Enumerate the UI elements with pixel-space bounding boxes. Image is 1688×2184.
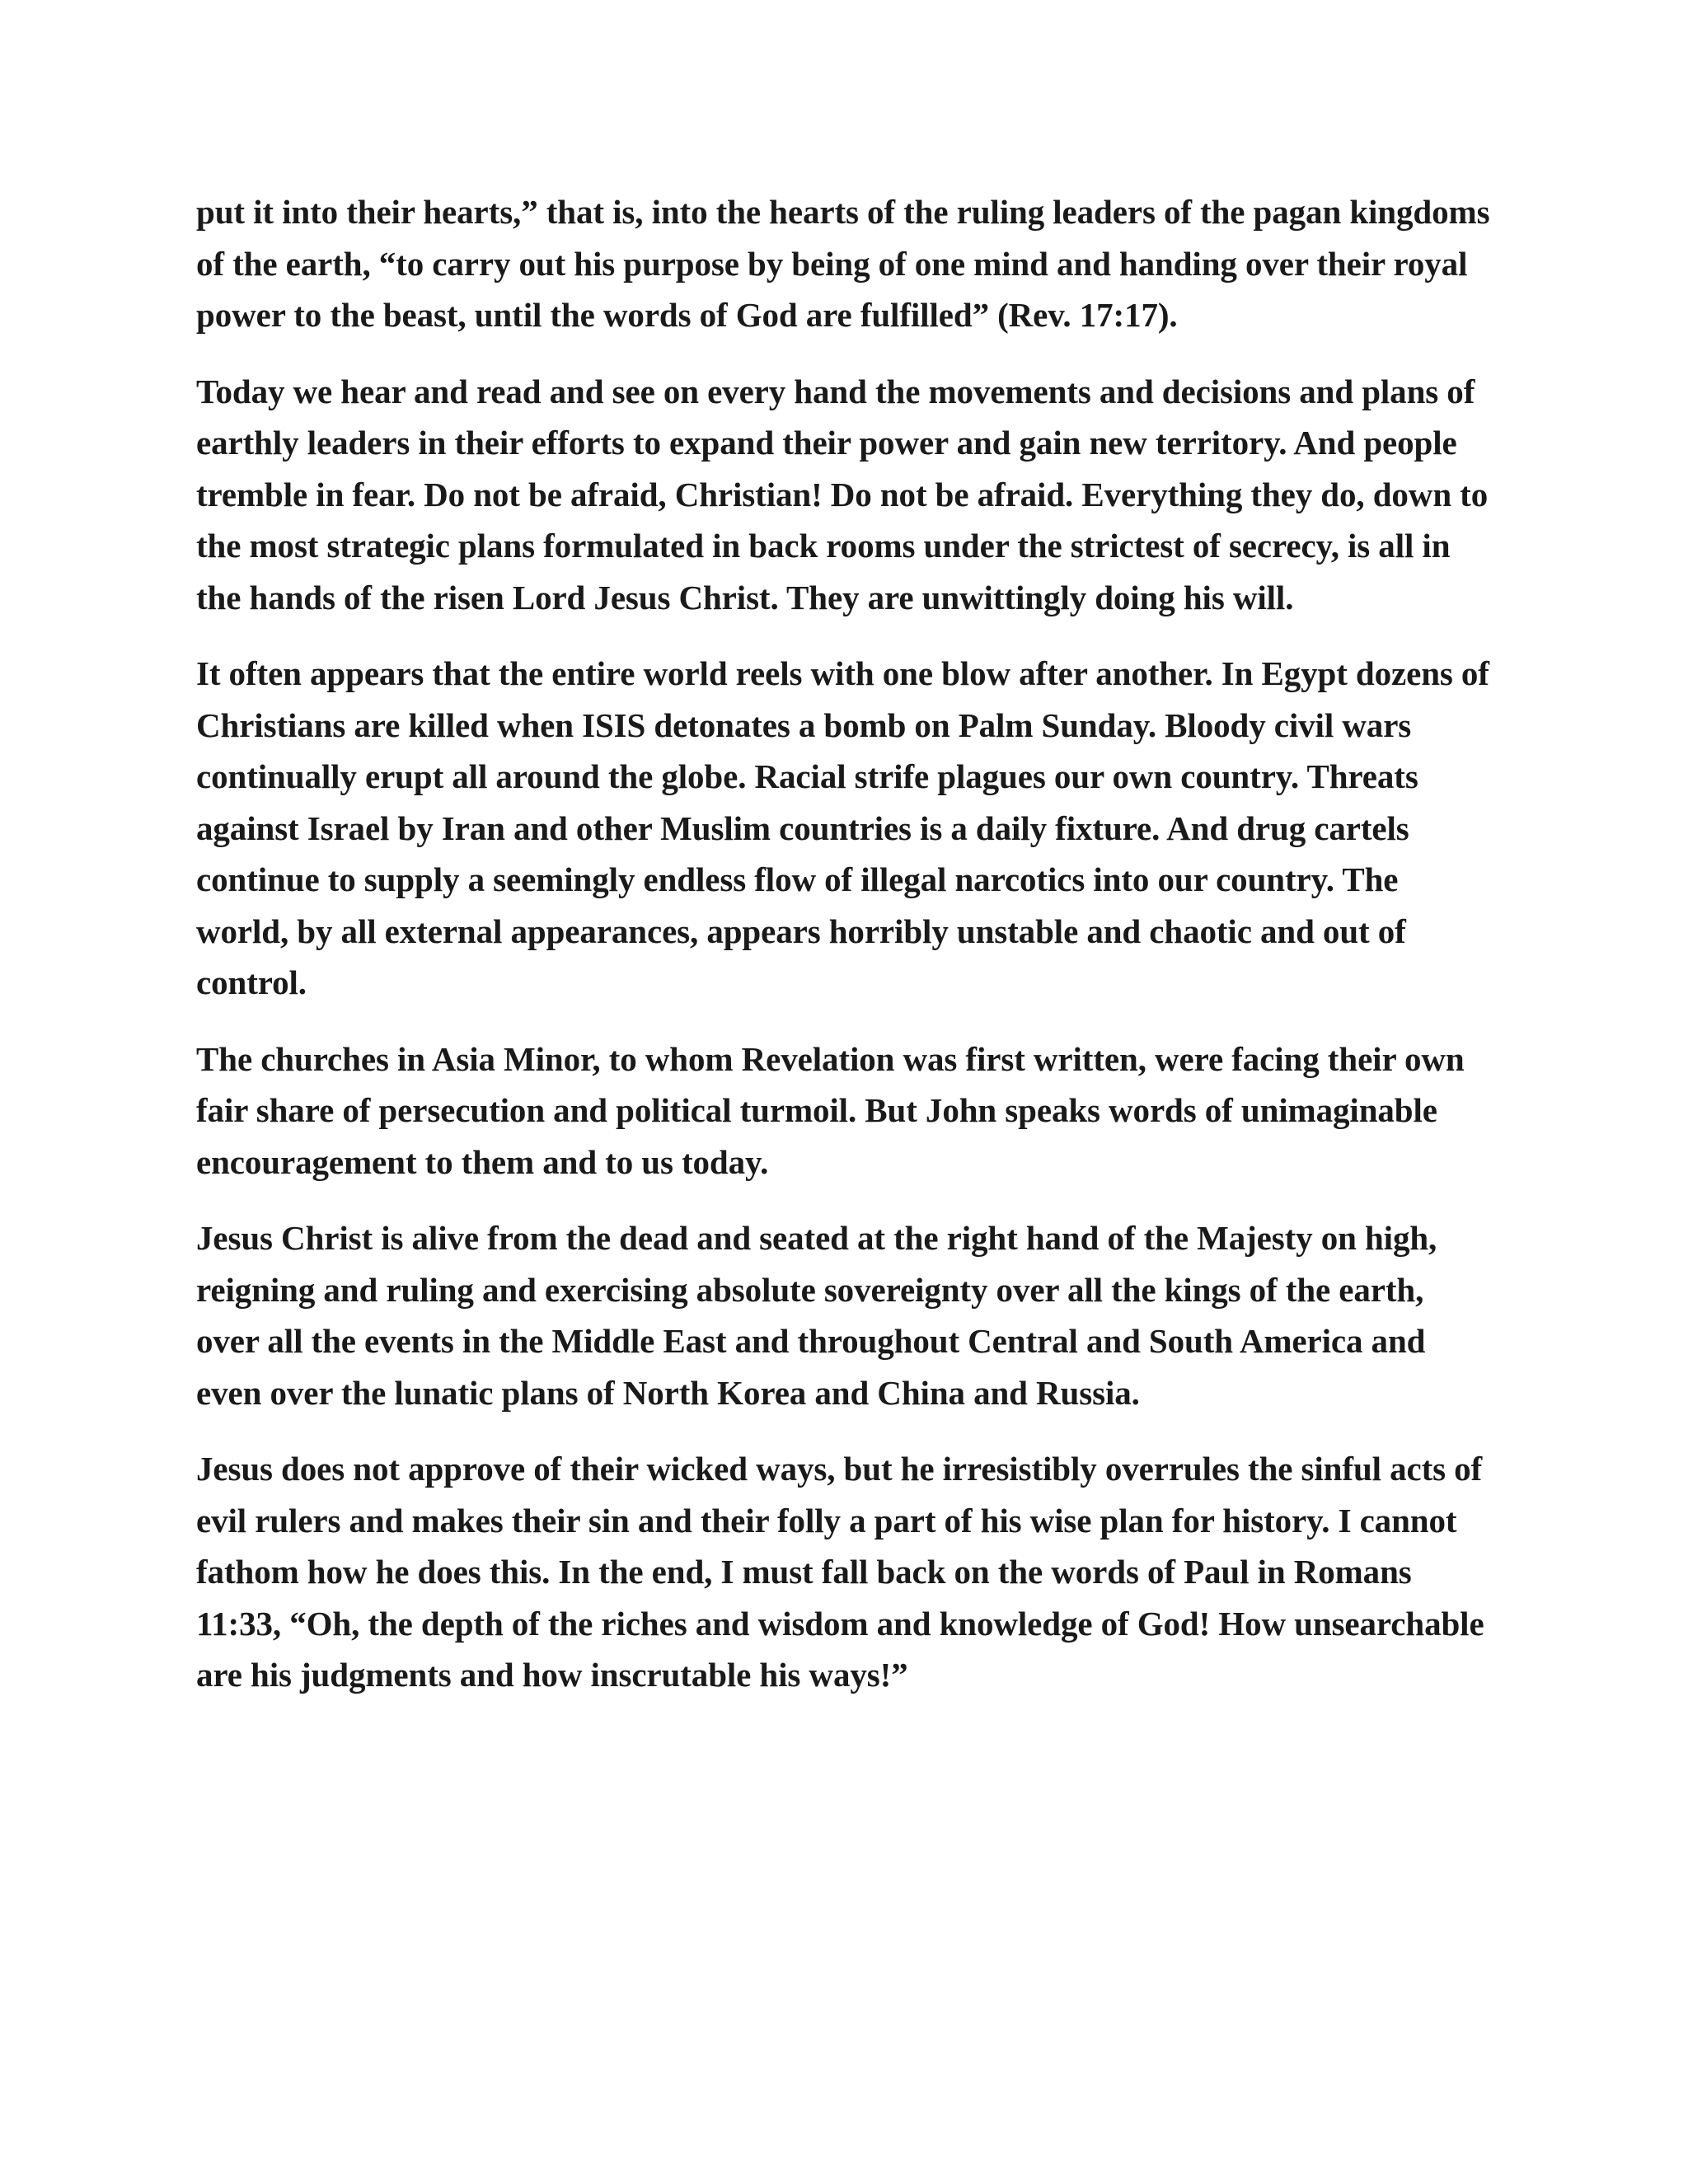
body-text bbox=[196, 186, 1492, 1726]
paragraph-6: Jesus does not approve of their wicked ways, but he irresistibly overrules the sinful acts of evil rulers and makes their sin and their folly a part of his wise plan for history. I cannot fathom how he does this. In the end, I must fall back on the words of Paul in Romans 11:33, “Oh, the depth of the riches and wisdom and knowledge of God! How unsearchable are his judgments and how inscrutable his ways!” bbox=[196, 1450, 1484, 1694]
paragraph-5: Jesus Christ is alive from the dead and seated at the right hand of the Majesty on high, reigning and ruling and exercising absolute sovereignty over all the kings of the earth, over all the events in the Middle East and throughout Central and South America and even over the lunatic plans of North Korea and China and Russia. bbox=[196, 1219, 1437, 1412]
paragraph-1: put it into their hearts,” that is, into the hearts of the ruling leaders of the pagan kingdoms of the earth, “to carry out his purpose by being of one mind and handing over their royal power to the beast, until the words of God are fulfilled” (Rev. 17:17). bbox=[196, 193, 1490, 334]
paragraph-4: The churches in Asia Minor, to whom Revelation was first written, were facing their own fair share of persecution and political turmoil. But John speaks words of unimaginable encouragement to them and to us today. bbox=[196, 1039, 1465, 1181]
paragraph-2: Today we hear and read and see on every hand the movements and decisions and plans of earthly leaders in their efforts to expand their power and gain new territory. And people tremble in fear. Do not be afraid, Christian! Do not be afraid. Everything they do, down to the most strategic plans formulated in back rooms under the strictest of secrecy, is all in the hands of the risen Lord Jesus Christ. They are unwittingly doing his will. bbox=[196, 372, 1489, 616]
paragraph-3: It often appears that the entire world reels with one blow after another. In Egypt dozens of Christians are killed when ISIS detonates a bomb on Palm Sunday. Bloody civil wars continually erupt all around the globe. Racial strife plagues our own country. Threats against Israel by Iran and other Muslim countries is a daily fixture. And drug cartels continue to supply a seemingly endless flow of illegal narcotics into our country. The world, by all external appearances, appears horribly unstable and chaotic and out of control. bbox=[196, 654, 1489, 1001]
